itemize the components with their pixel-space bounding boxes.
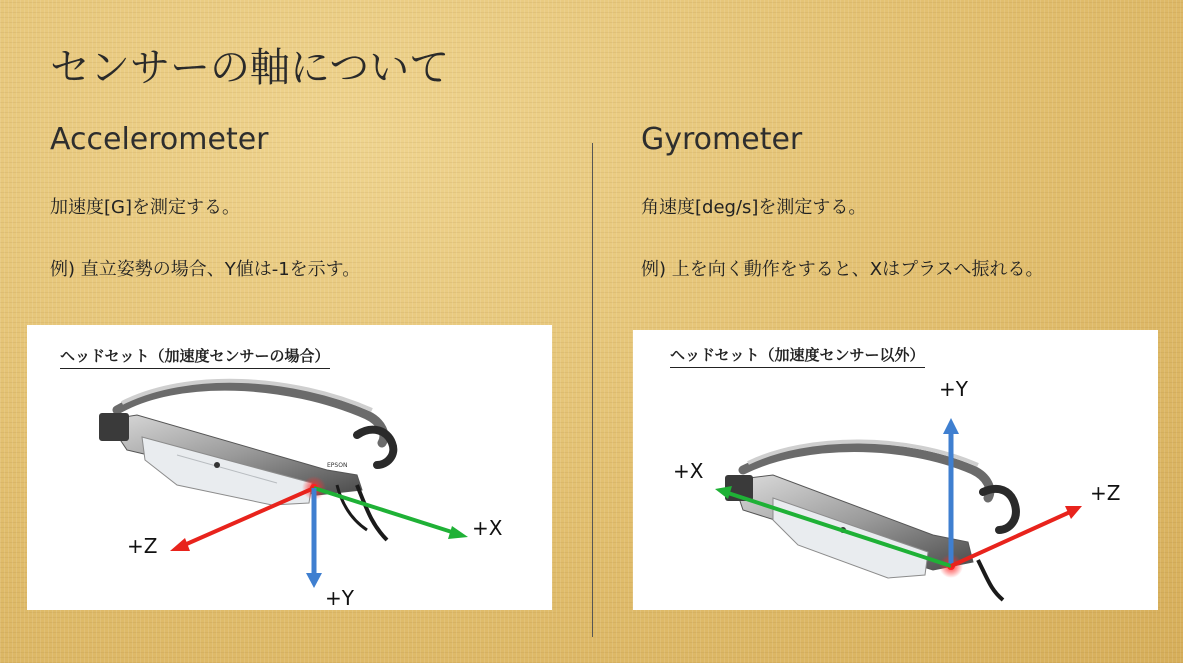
gyrometer-figure [633, 330, 1158, 610]
epson-logo: EPSON [327, 462, 348, 469]
axis-y-arrowhead [943, 418, 959, 434]
accelerometer-heading: Accelerometer [50, 122, 269, 157]
axis-x-arrowhead [448, 526, 468, 539]
axis-z-arrowhead [170, 538, 190, 551]
axis-z-label: +Z [1090, 481, 1121, 505]
axis-y-label: +Y [325, 586, 354, 610]
gyrometer-figure-caption: ヘッドセット（加速度センサー以外） [670, 344, 925, 368]
accelerometer-description: 加速度[G]を測定する。 [50, 197, 240, 218]
page-title: センサーの軸について [50, 45, 450, 91]
axis-y-label: +Y [939, 377, 968, 401]
axis-y-arrowhead [306, 573, 322, 588]
axis-x-line [314, 488, 455, 533]
column-divider [592, 143, 593, 637]
headset-glasses-image [725, 441, 1016, 600]
accelerometer-figure-caption: ヘッドセット（加速度センサーの場合） [60, 345, 330, 369]
axis-z-label: +Z [127, 534, 158, 558]
axis-x-label: +X [673, 459, 704, 483]
gyrometer-heading: Gyrometer [641, 122, 803, 157]
gyrometer-example: 例) 上を向く動作をすると、Xはプラスへ振れる。 [641, 259, 1044, 280]
accelerometer-figure [27, 325, 552, 610]
accelerometer-diagram [27, 325, 552, 610]
gyrometer-diagram [633, 330, 1158, 610]
axis-x-label: +X [472, 516, 503, 540]
gyrometer-description: 角速度[deg/s]を測定する。 [641, 197, 867, 218]
accelerometer-example: 例) 直立姿勢の場合、Y値は-1を示す。 [50, 259, 361, 280]
